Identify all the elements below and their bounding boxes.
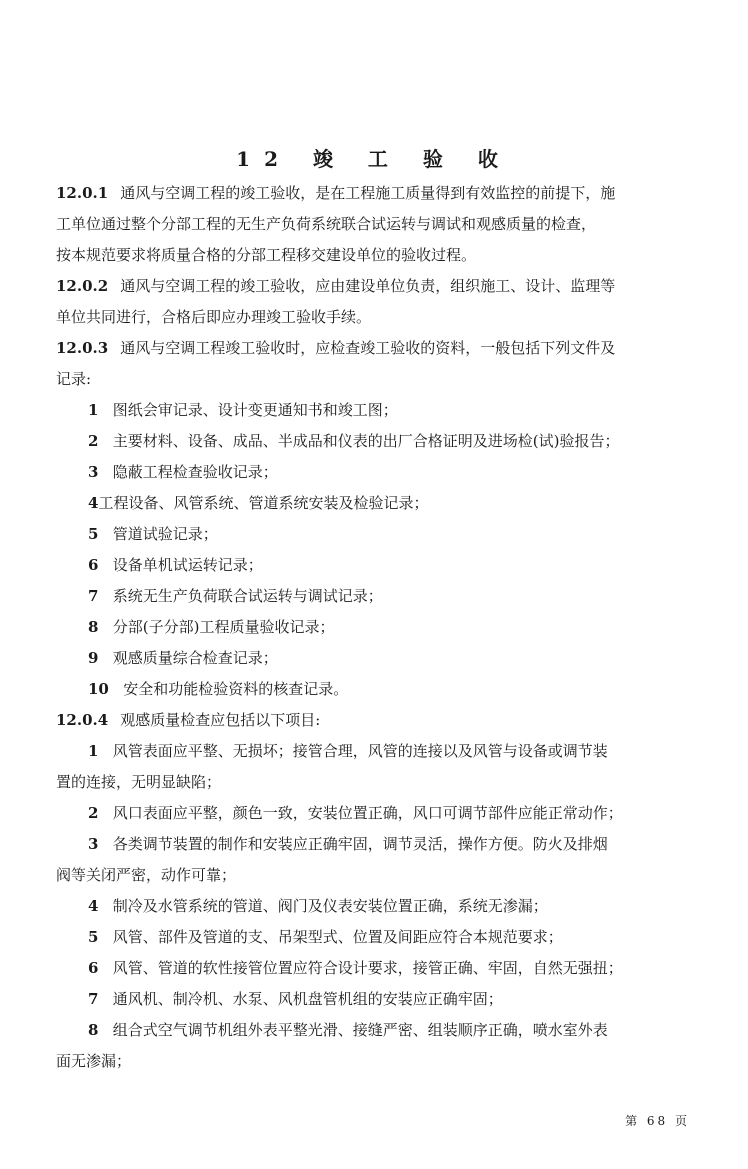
- list-item: 6 风管、管道的软性接管位置应符合设计要求，接管正确、牢固，自然无强扭；: [88, 959, 623, 977]
- list-item: 5 风管、部件及管道的支、吊架型式、位置及间距应符合本规范要求；: [88, 928, 563, 946]
- clause-number: 12.0.2: [56, 277, 109, 295]
- list-item: 1 图纸会审记录、设计变更通知书和竣工图；: [88, 401, 398, 419]
- list-item-continuation: 面无渗漏；: [56, 1052, 132, 1070]
- clause-line: 12.0.4 观感质量检查应包括以下项目:: [56, 711, 321, 729]
- list-item: 6 设备单机试运转记录；: [88, 556, 263, 574]
- list-item: 10 安全和功能检验资料的核查记录。: [88, 680, 349, 698]
- list-item: 9 观感质量综合检查记录；: [88, 649, 278, 667]
- clause-line: 12.0.3 通风与空调工程竣工验收时，应检查竣工验收的资料，一般包括下列文件及: [56, 339, 616, 357]
- list-item: 3 隐蔽工程检查验收记录；: [88, 463, 278, 481]
- clause-line: 记录:: [56, 370, 92, 388]
- list-item: 8 分部(子分部)工程质量验收记录；: [88, 618, 335, 636]
- list-item: 2 主要材料、设备、成品、半成品和仪表的出厂合格证明及进场检(试)验报告；: [88, 432, 620, 450]
- list-item: 4工程设备、风管系统、管道系统安装及检验记录；: [88, 494, 429, 512]
- clause-line: 单位共同进行，合格后即应办理竣工验收手续。: [56, 308, 372, 326]
- clause-line: 按本规范要求将质量合格的分部工程移交建设单位的验收过程。: [56, 246, 477, 264]
- list-item: 8 组合式空气调节机组外表平整光滑、接缝严密、组装顺序正确，喷水室外表: [88, 1021, 608, 1039]
- clause-number: 12.0.3: [56, 339, 109, 357]
- clause-line: 工单位通过整个分部工程的无生产负荷系统联合试运转与调试和观感质量的检查，: [56, 215, 597, 233]
- clause-line: 12.0.1 通风与空调工程的竣工验收，是在工程施工质量得到有效监控的前提下，施: [56, 184, 616, 202]
- list-item-continuation: 阀等关闭严密，动作可靠；: [56, 866, 237, 884]
- clause-number: 12.0.1: [56, 184, 109, 202]
- list-item-continuation: 置的连接，无明显缺陷；: [56, 773, 222, 791]
- clause-line: 12.0.2 通风与空调工程的竣工验收，应由建设单位负责，组织施工、设计、监理等: [56, 277, 616, 295]
- list-item: 7 系统无生产负荷联合试运转与调试记录；: [88, 587, 383, 605]
- list-item: 5 管道试验记录；: [88, 525, 218, 543]
- list-item: 2 风口表面应平整，颜色一致，安装位置正确，风口可调节部件应能正常动作；: [88, 804, 623, 822]
- clause-number: 12.0.4: [56, 711, 109, 729]
- page-number: 第 68 页: [625, 1114, 690, 1128]
- chapter-title: 12 竣 工 验 收: [236, 147, 512, 171]
- list-item: 3 各类调节装置的制作和安装应正确牢固，调节灵活，操作方便。防火及排烟: [88, 835, 608, 853]
- list-item: 1 风管表面应平整、无损坏；接管合理，风管的连接以及风管与设备或调节装: [88, 742, 608, 760]
- list-item: 7 通风机、制冷机、水泵、风机盘管机组的安装应正确牢固；: [88, 990, 503, 1008]
- list-item: 4 制冷及水管系统的管道、阀门及仪表安装位置正确，系统无渗漏；: [88, 897, 548, 915]
